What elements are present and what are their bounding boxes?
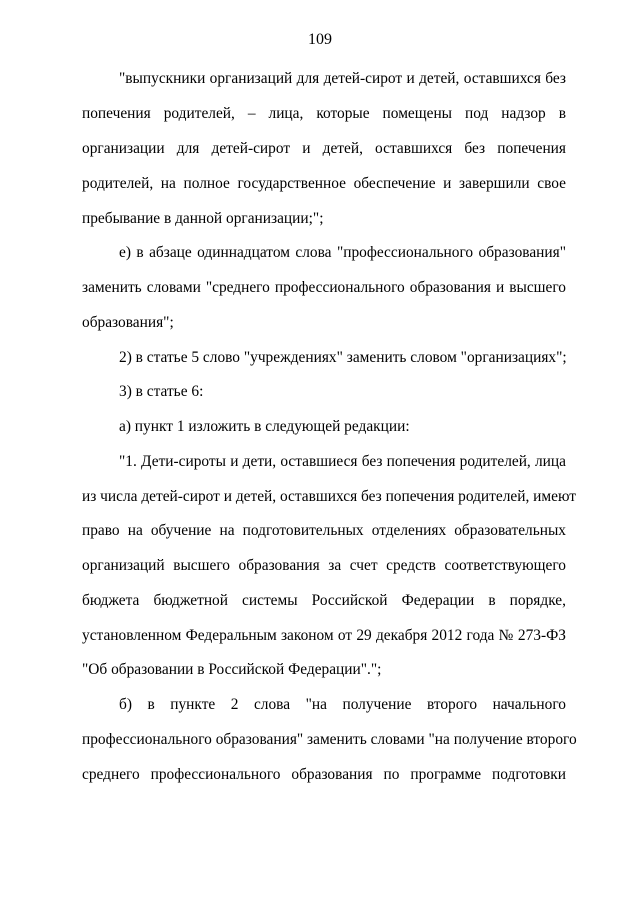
text-line: из числа детей-сирот и детей, оставшихся без попечения родителей, имеют bbox=[82, 488, 576, 505]
text-line: б) в пункте 2 слова "на получение второго начального bbox=[119, 696, 566, 713]
text-line: среднего профессионального образования по программе подготовки bbox=[82, 766, 566, 783]
text-line: установленном Федеральным законом от 29 декабря 2012 года № 273-ФЗ bbox=[82, 627, 566, 644]
text-line: попечения родителей, – лица, которые помещены под надзор в bbox=[82, 105, 566, 122]
text-line: бюджета бюджетной системы Российской Федерации в порядке, bbox=[82, 592, 566, 609]
text-line: организаций высшего образования за счет средств соответствующего bbox=[82, 557, 566, 574]
text-line: а) пункт 1 изложить в следующей редакции: bbox=[119, 418, 410, 435]
text-line: право на обучение на подготовительных отделениях образовательных bbox=[82, 522, 566, 539]
text-line: "выпускники организаций для детей-сирот и детей, оставшихся без bbox=[119, 70, 566, 87]
text-line: 2) в статье 5 слово "учреждениях" заменить словом "организациях"; bbox=[119, 349, 567, 366]
text-line: пребывание в данной организации;"; bbox=[82, 210, 324, 227]
text-line: организации для детей-сирот и детей, оставшихся без попечения bbox=[82, 140, 566, 157]
text-line: е) в абзаце одиннадцатом слова "профессионального образования" bbox=[119, 244, 566, 261]
page-number: 109 bbox=[308, 31, 332, 48]
text-line: образования"; bbox=[82, 314, 174, 331]
text-line: профессионального образования" заменить словами "на получение второго bbox=[82, 731, 577, 748]
text-line: заменить словами "среднего профессионального образования и высшего bbox=[82, 279, 566, 296]
text-line: "1. Дети-сироты и дети, оставшиеся без попечения родителей, лица bbox=[119, 453, 566, 470]
text-line: "Об образовании в Российской Федерации"."; bbox=[82, 661, 382, 678]
text-line: родителей, на полное государственное обеспечение и завершили свое bbox=[82, 175, 566, 192]
text-line: 3) в статье 6: bbox=[119, 383, 204, 400]
